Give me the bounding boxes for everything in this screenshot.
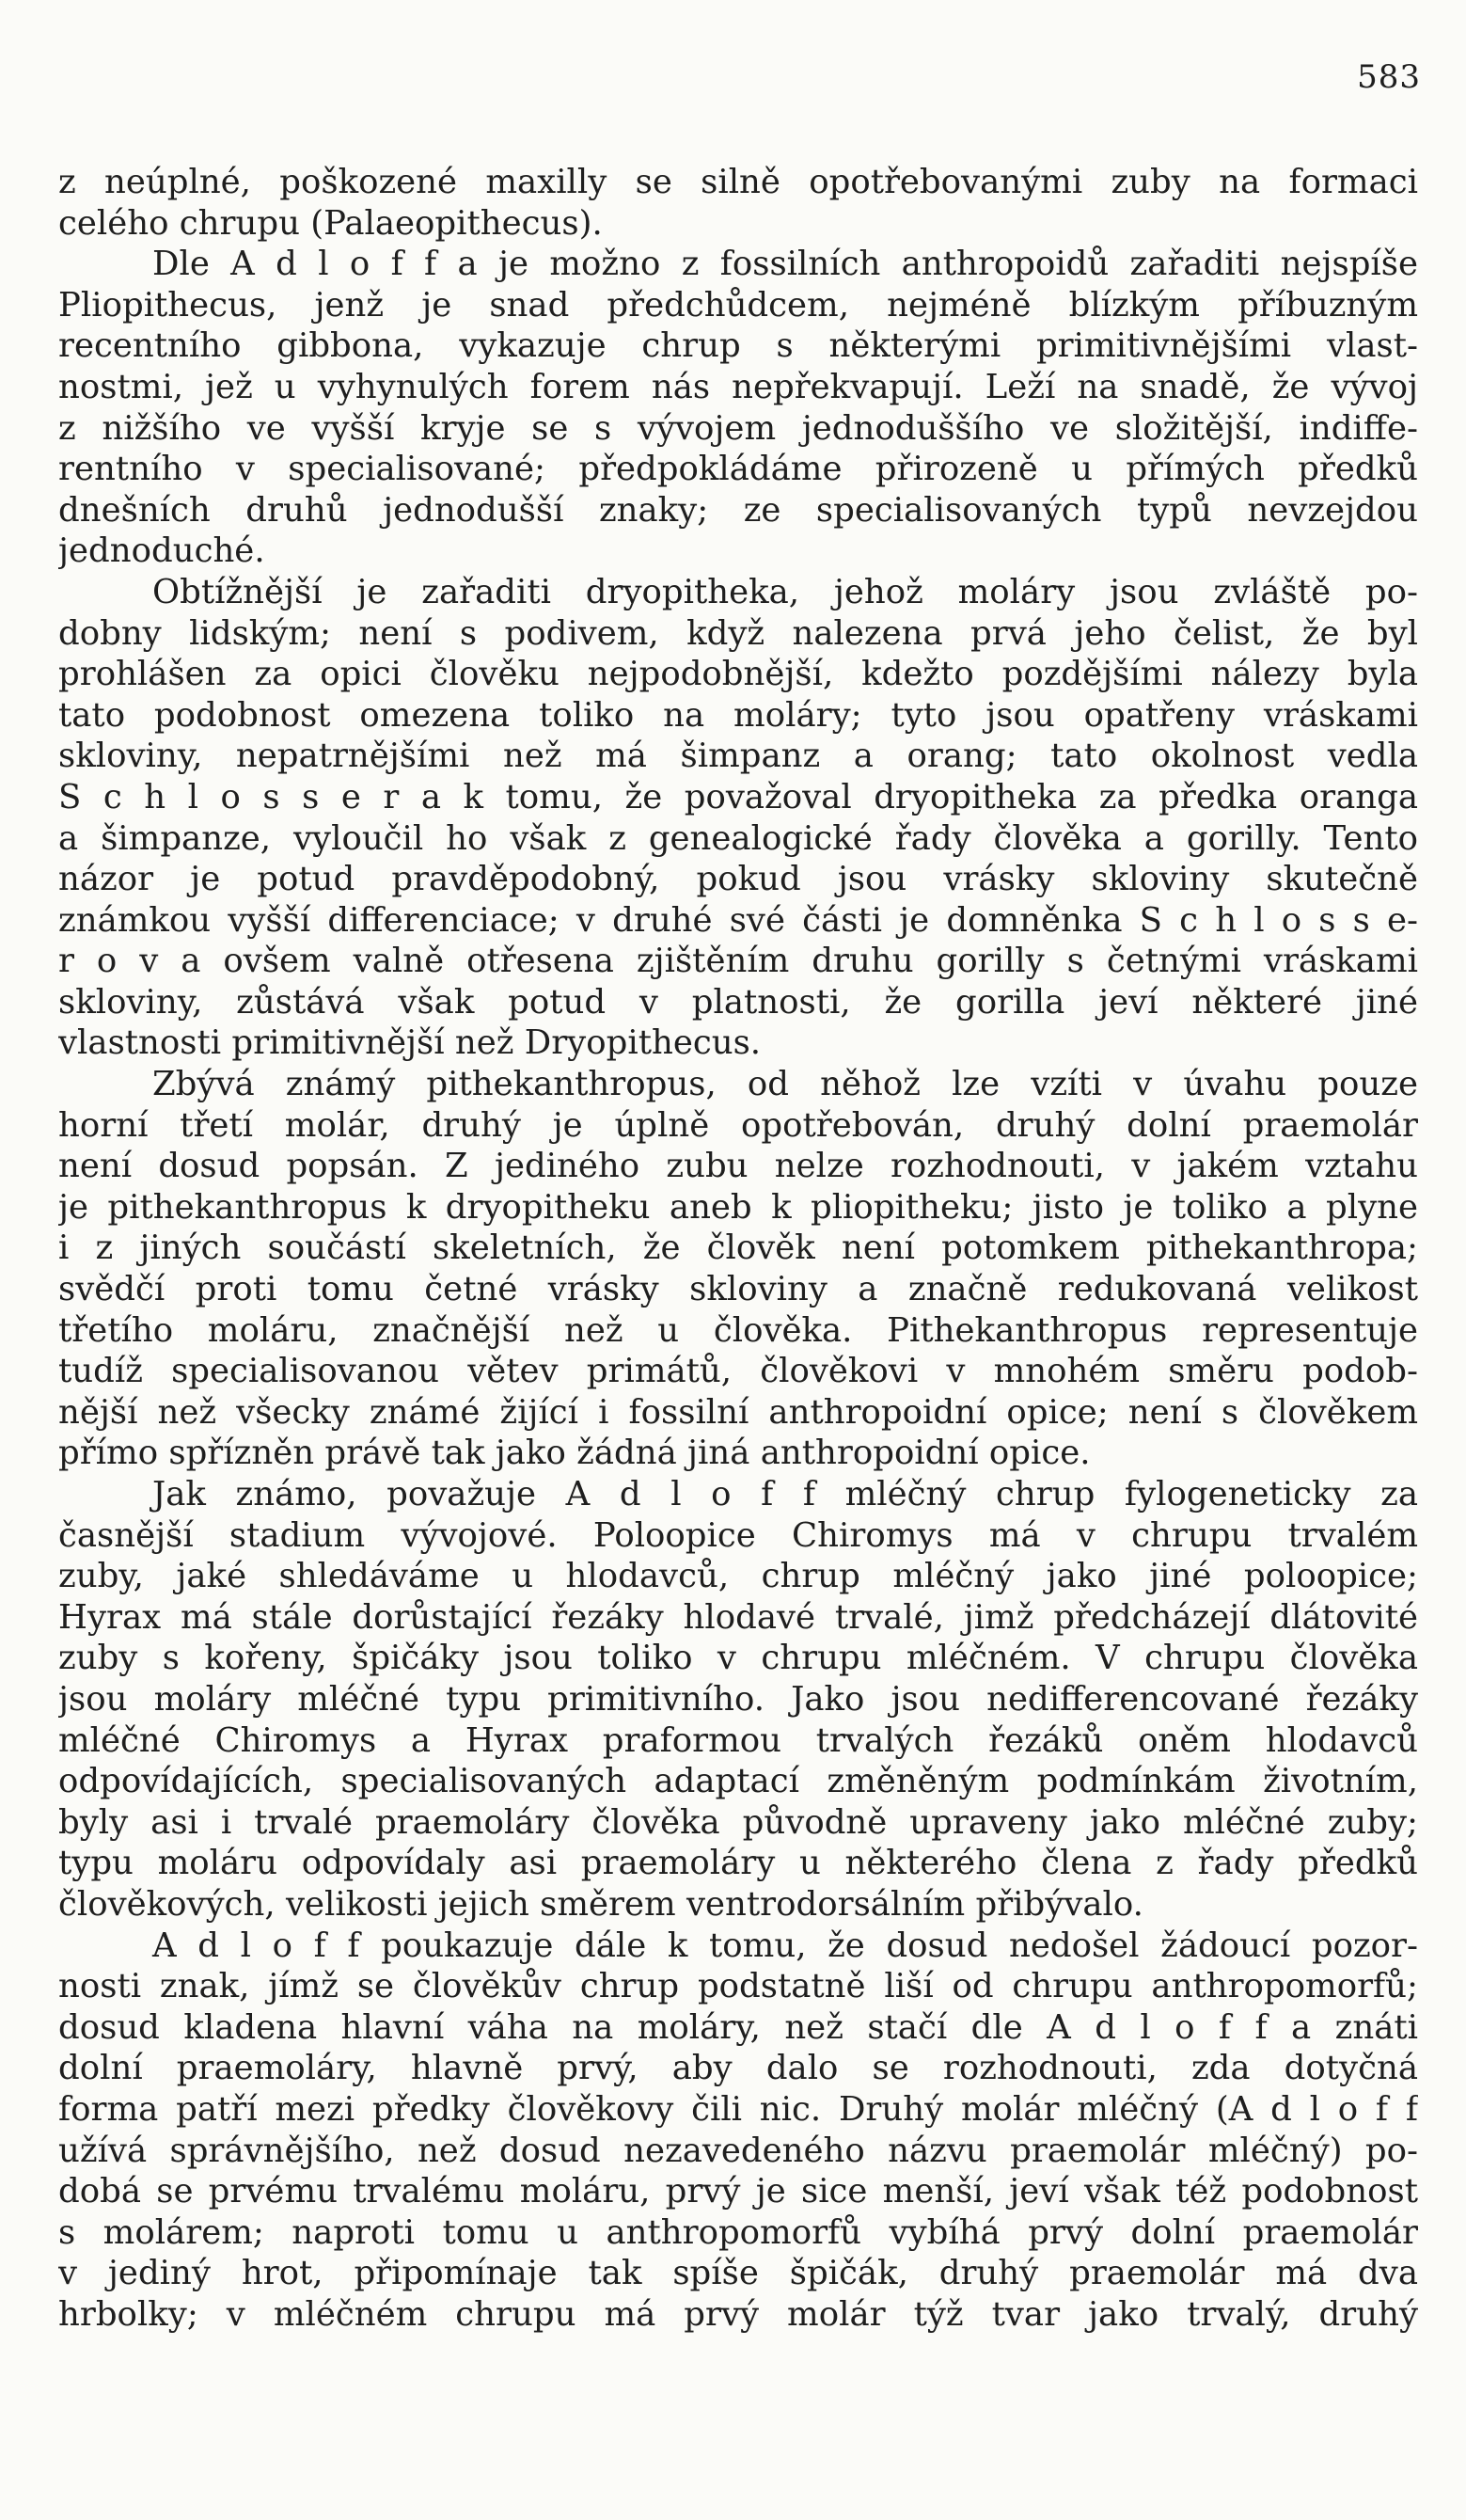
text-line: Hyrax má stále dorůstající řezáky hlodavé trvalé, jimž předcházejí dlátovité (58, 1597, 1418, 1637)
text-line: A d l o f f poukazuje dále k tomu, že dosud nedošel žádoucí pozor- (152, 1926, 1418, 1965)
text-line: horní třetí molár, druhý je úplně opotřebován, druhý dolní praemolár (58, 1105, 1418, 1145)
text-line: a šimpanze, vyloučil ho však z genealogické řady člověka a gorilly. Tento (58, 818, 1418, 858)
text-line: dobny lidským; není s podivem, když nalezena prvá jeho čelist, že byl (58, 613, 1418, 653)
text-line: svědčí proti tomu četné vrásky skloviny a značně redukovaná velikost (58, 1270, 1418, 1309)
text-line: přímo spřízněn právě tak jako žádná jiná anthropoidní opice. (58, 1434, 1091, 1473)
text-line: hrbolky; v mléčném chrupu má prvý molár týž tvar jako trvalý, druhý (58, 2294, 1418, 2334)
text-line: forma patří mezi předky člověkovy čili nic. Druhý molár mléčný (A d l o f f (58, 2089, 1418, 2129)
text-line: skloviny, zůstává však potud v platnosti, že gorilla jeví některé jiné (58, 982, 1418, 1022)
text-line: užívá správnějšího, než dosud nezavedeného názvu praemolár mléčný) po- (58, 2131, 1418, 2170)
text-line: S c h l o s s e r a k tomu, že považoval dryopitheka za předka oranga (58, 777, 1418, 816)
text-line: tato podobnost omezena toliko na moláry; tyto jsou opatřeny vráskami (58, 695, 1418, 735)
text-line: dosud kladena hlavní váha na moláry, než stačí dle A d l o f f a znáti (58, 2007, 1418, 2047)
text-line: časnější stadium vývojové. Poloopice Chiromys má v chrupu trvalém (58, 1515, 1418, 1555)
text-line: nostmi, jež u vyhynulých forem nás nepřekvapují. Leží na snadě, že vývoj (58, 367, 1418, 406)
text-line: Pliopithecus, jenž je snad předchůdcem, nejméně blízkým příbuzným (58, 285, 1418, 325)
text-line: prohlášen za opici člověku nejpodobnější, kdežto pozdějšími nálezy byla (58, 655, 1418, 694)
text-line: známkou vyšší differenciace; v druhé své části je domněnka S c h l o s s e- (58, 900, 1418, 940)
text-line: recentního gibbona, vykazuje chrup s některými primitivnějšími vlast- (58, 326, 1418, 366)
text-line: dnešních druhů jednodušší znaky; ze specialisovaných typů nevzejdou (58, 490, 1418, 530)
text-line: dolní praemoláry, hlavně prvý, aby dalo se rozhodnouti, zda dotyčná (58, 2049, 1418, 2088)
text-body (58, 162, 1418, 2335)
text-line: z neúplné, poškozené maxilly se silně opotřebovanými zuby na formaci (58, 163, 1418, 201)
text-line: třetího moláru, značnější než u člověka. Pithekanthropus representuje (58, 1310, 1418, 1350)
text-line: jednoduché. (58, 531, 265, 571)
text-line: jsou moláry mléčné typu primitivního. Jako jsou nedifferencované řezáky (58, 1679, 1418, 1719)
text-line: je pithekanthropus k dryopitheku aneb k pliopitheku; jisto je toliko a plyne (58, 1187, 1418, 1227)
text-line: nosti znak, jímž se člověkův chrup podstatně liší od chrupu anthropomorfů; (58, 1967, 1418, 2006)
text-line: vlastnosti primitivnější než Dryopithecus. (58, 1023, 762, 1063)
text-line: odpovídajících, specialisovaných adaptací změněným podmínkám životním, (58, 1762, 1418, 1801)
text-line: nější než všecky známé žijící i fossilní anthropoidní opice; není s člověkem (58, 1392, 1418, 1432)
text-line: zuby, jaké shledáváme u hlodavců, chrup mléčný jako jiné poloopice; (58, 1557, 1418, 1596)
text-line: s molárem; naproti tomu u anthropomorfů vybíhá prvý dolní praemolár (58, 2212, 1418, 2252)
page-number: 583 (1357, 58, 1421, 96)
text-line: není dosud popsán. Z jediného zubu nelze rozhodnouti, v jakém vztahu (58, 1147, 1418, 1186)
text-line: v jediný hrot, připomínaje tak spíše špičák, druhý praemolár má dva (58, 2254, 1418, 2293)
text-line: z nižšího ve vyšší kryje se s vývojem jednoduššího ve složitější, indiffe- (58, 408, 1418, 448)
text-line: typu moláru odpovídaly asi praemoláry u některého člena z řady předků (58, 1844, 1418, 1883)
text-line: dobá se prvému trvalému moláru, prvý je sice menší, jeví však též podobnost (58, 2172, 1418, 2211)
text-line: r o v a ovšem valně otřesena zjištěním druhu gorilly s četnými vráskami (58, 942, 1418, 981)
text-line: i z jiných součástí skeletních, že člověk není potomkem pithekanthropa; (58, 1228, 1418, 1268)
text-line: názor je potud pravděpodobný, pokud jsou vrásky skloviny skutečně (58, 860, 1418, 899)
text-line: tudíž specialisovanou větev primátů, člověkovi v mnohém směru podob- (58, 1352, 1418, 1391)
text-line: Jak známo, považuje A d l o f f mléčný chrup fylogeneticky za (152, 1475, 1418, 1514)
text-line: rentního v specialisované; předpokládáme přirozeně u přímých předků (58, 450, 1418, 489)
text-line: skloviny, nepatrnějšími než má šimpanz a orang; tato okolnost vedla (58, 737, 1418, 776)
text-line: Dle A d l o f f a je možno z fossilních anthropoidů zařaditi nejspíše (152, 245, 1418, 284)
text-line: Obtížnější je zařaditi dryopitheka, jehož moláry jsou zvláště po- (152, 572, 1418, 611)
text-line: zuby s kořeny, špičáky jsou toliko v chrupu mléčném. V chrupu člověka (58, 1639, 1418, 1678)
text-line: celého chrupu (Palaeopithecus). (58, 203, 603, 243)
text-line: člověkových, velikosti jejich směrem ventrodorsálním přibývalo. (58, 1884, 1143, 1924)
text-line: mléčné Chiromys a Hyrax praformou trvalých řezáků oněm hlodavců (58, 1720, 1418, 1760)
text-line: byly asi i trvalé praemoláry člověka původně upraveny jako mléčné zuby; (58, 1802, 1418, 1842)
text-line: Zbývá známý pithekanthropus, od něhož lze vzíti v úvahu pouze (152, 1065, 1418, 1104)
